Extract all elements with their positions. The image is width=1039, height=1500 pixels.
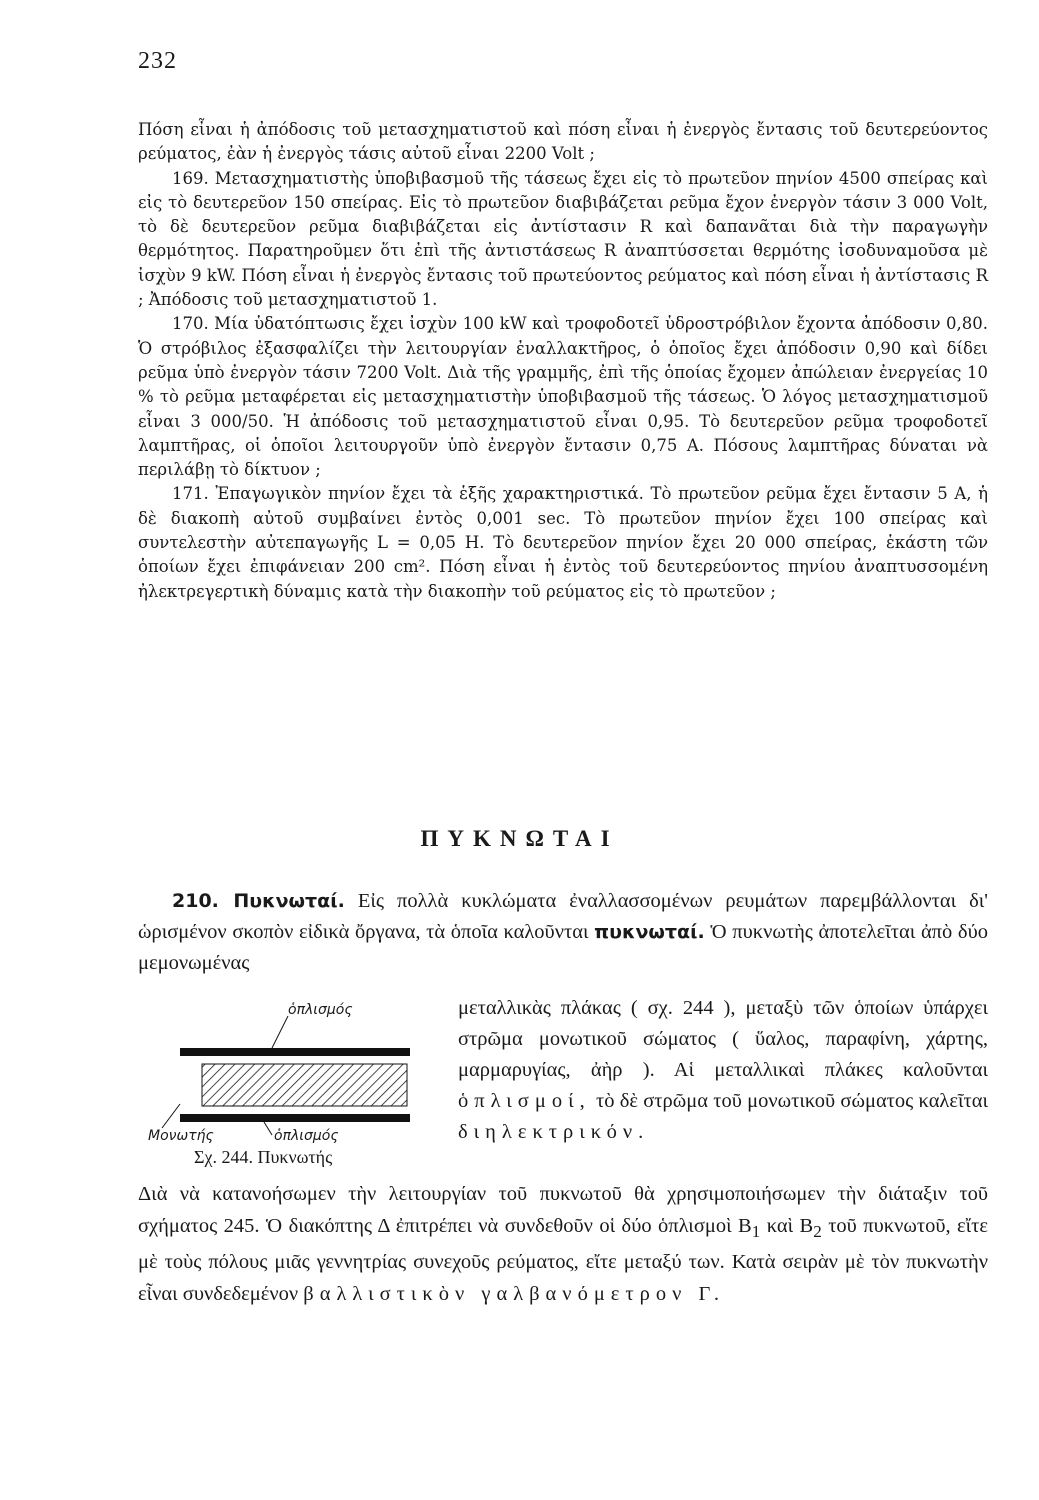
label-oplismos-top: ὁπλισμός	[288, 1002, 353, 1018]
intro-text: Εἰς πολλὰ κυκλώματα ἐναλλασσομένων ρευμάτων παρεμβάλλονται δι' ὡρισμένον σκοπὸν εἰδικὰ ὄργανα, τὰ ὁποῖα καλοῦνται	[138, 890, 988, 943]
term-dielektrikon: διηλεκτρικόν.	[458, 1121, 650, 1143]
exercise-168-end: Πόση εἶναι ἡ ἀπόδοσις τοῦ μετασχηματιστοῦ καὶ πόση εἶναι ἡ ἐνεργὸς ἔντασις τοῦ δευτερεύοντος ρεύματος, ἐὰν ἡ ἐνεργὸς τάσις αὐτοῦ εἶναι 2200 Volt ;	[138, 120, 988, 164]
right-text-1: μεταλλικὰς πλάκας ( σχ. 244 ), μεταξὺ τῶν ὁποίων ὑπάρχει στρῶμα μονωτικοῦ σώματος ( ὕαλος, παραφίνη, χάρτης, μαρμαρυγίας, ἀὴρ ). Αἱ μεταλλικαὶ πλάκες καλοῦνται	[458, 997, 988, 1081]
bottom-plate	[180, 1114, 410, 1122]
continue-text-2: τοῦ πυκνωτοῦ, εἴτε μὲ τοὺς πόλους μιᾶς γεννητρίας συνεχοῦς ρεύματος, εἴτε μεταξύ των. Κατὰ σειρὰν μὲ τὸν πυκνωτὴν εἶναι συνδεδεμένον	[138, 1214, 989, 1305]
figure-caption: Σχ. 244. Πυκνωτής	[194, 1147, 333, 1167]
figure-side-text	[458, 993, 988, 1148]
continue-mid: καὶ B	[760, 1214, 814, 1237]
exercise-block	[138, 118, 988, 604]
dielectric-layer	[202, 1064, 407, 1106]
exercise-171: 171. Ἐπαγωγικὸν πηνίον ἔχει τὰ ἑξῆς χαρακτηριστικά. Τὸ πρωτεῦον ρεῦμα ἔχει ἔντασιν 5 A, ἡ δὲ διακοπὴ αὐτοῦ συμβαίνει ἐντὸς 0,001 sec. Τὸ πρωτεῦον πηνίον ἔχει 100 σπείρας καὶ συντελεστὴν αὐτεπαγωγῆς L = 0,05 H. Τὸ δευτερεῦον πηνίον ἔχει 20 000 σπείρας, ἑκάστη τῶν ὁποίων ἔχει ἐπιφάνειαν 200 cm². Πόση εἶναι ἡ ἐντὸς τοῦ δευτερεύοντος πηνίου ἀναπτυσσομένη ἠλεκτρεγερτικὴ δύναμις κατὰ τὴν διακοπὴν τοῦ ρεύματος εἰς τὸ πρωτεῦον ;	[138, 484, 988, 601]
section-continuation	[138, 1179, 988, 1310]
term-galvanometer: βαλλιστικὸν γαλβανόμετρον Γ.	[303, 1282, 726, 1305]
term-pyknotai: πυκνωταί.	[594, 921, 705, 943]
intro-end-text: Ὁ πυκνωτὴς ἀποτελεῖται ἀπὸ δύο μεμονωμένας	[138, 921, 988, 974]
right-text-2: τὸ δὲ στρῶμα τοῦ μονωτικοῦ σώματος καλεῖται	[590, 1090, 988, 1112]
section-number: 210. Πυκνωταί.	[172, 890, 345, 912]
exercise-170: 170. Μία ὑδατόπτωσις ἔχει ἰσχὺν 100 kW καὶ τροφοδοτεῖ ὑδροστρόβιλον ἔχοντα ἀπόδοσιν 0,80. Ὁ στρόβιλος ἐξασφαλίζει τὴν λειτουργίαν ἐναλλακτῆρος, ὁ ὁποῖος ἔχει ἀπόδοσιν 0,90 καὶ δίδει ρεῦμα ὑπὸ ἐνεργὸν τάσιν 7200 Volt. Διὰ τῆς γραμμῆς, ἐπὶ τῆς ὁποίας ἔχομεν ἀπώλειαν ἐνεργείας 10 % τὸ ρεῦμα μεταφέρεται εἰς μετασχηματιστὴν ὑποβιβασμοῦ τῆς τάσεως. Ὁ λόγος μετασχηματισμοῦ εἶναι 3 000/50. Ἡ ἀπόδοσις τοῦ μετασχηματιστοῦ εἶναι 0,95. Τὸ δευτερεῦον ρεῦμα τροφοδοτεῖ λαμπτῆρας, οἱ ὁποῖοι λειτουργοῦν ὑπὸ ἐνεργὸν ἔντασιν 0,75 A. Πόσους λαμπτῆρας δύναται νὰ περιλάβῃ τὸ δίκτυον ;	[138, 314, 988, 480]
capacitor-figure	[140, 1000, 440, 1170]
exercise-169: 169. Μετασχηματιστὴς ὑποβιβασμοῦ τῆς τάσεως ἔχει εἰς τὸ πρωτεῦον πηνίον 4500 σπείρας καὶ εἰς τὸ δευτερεῦον 150 σπείρας. Εἰς τὸ πρωτεῦον διαβιβάζεται ρεῦμα ἔχον ἐνεργὸν τάσιν 3 000 Volt, τὸ δὲ δευτερεῦον ρεῦμα διαβιβάζεται εἰς ἀντίστασιν R καὶ δαπανᾶται διὰ τὴν παραγωγὴν θερμότητος. Παρατηροῦμεν ὅτι ἐπὶ τῆς ἀντιστάσεως R ἀναπτύσσεται θερμότης ἰσοδυναμοῦσα μὲ ἰσχὺν 9 kW. Πόση εἶναι ἡ ἐνεργὸς ἔντασις τοῦ πρωτεύοντος ρεύματος καὶ πόση εἶναι ἡ ἀντίστασις R ; Ἀπόδοσις τοῦ μετασχηματιστοῦ 1.	[138, 168, 988, 310]
label-monotis: Μονωτής	[148, 1128, 214, 1144]
subscript-1: 1	[751, 1221, 761, 1241]
term-oplismoi: ὁπλισμοί,	[458, 1090, 591, 1112]
top-plate	[180, 1048, 410, 1056]
subscript-2: 2	[813, 1221, 822, 1241]
section-title: ΠΥΚΝΩΤΑΙ	[420, 826, 619, 851]
label-oplismos-bottom: ὁπλισμός	[274, 1128, 339, 1144]
capacitor-diagram	[140, 1000, 440, 1170]
page-number: 232	[138, 48, 177, 74]
continue-text-1: Διὰ νὰ κατανοήσωμεν τὴν λειτουργίαν τοῦ πυκνωτοῦ θὰ χρησιμοποιήσωμεν τὴν διάταξιν τοῦ σχήματος 245. Ὁ διακόπτης Δ ἐπιτρέπει νὰ συνδεθοῦν οἱ δύο ὁπλισμοὶ B	[138, 1183, 988, 1237]
section-intro	[138, 886, 988, 979]
